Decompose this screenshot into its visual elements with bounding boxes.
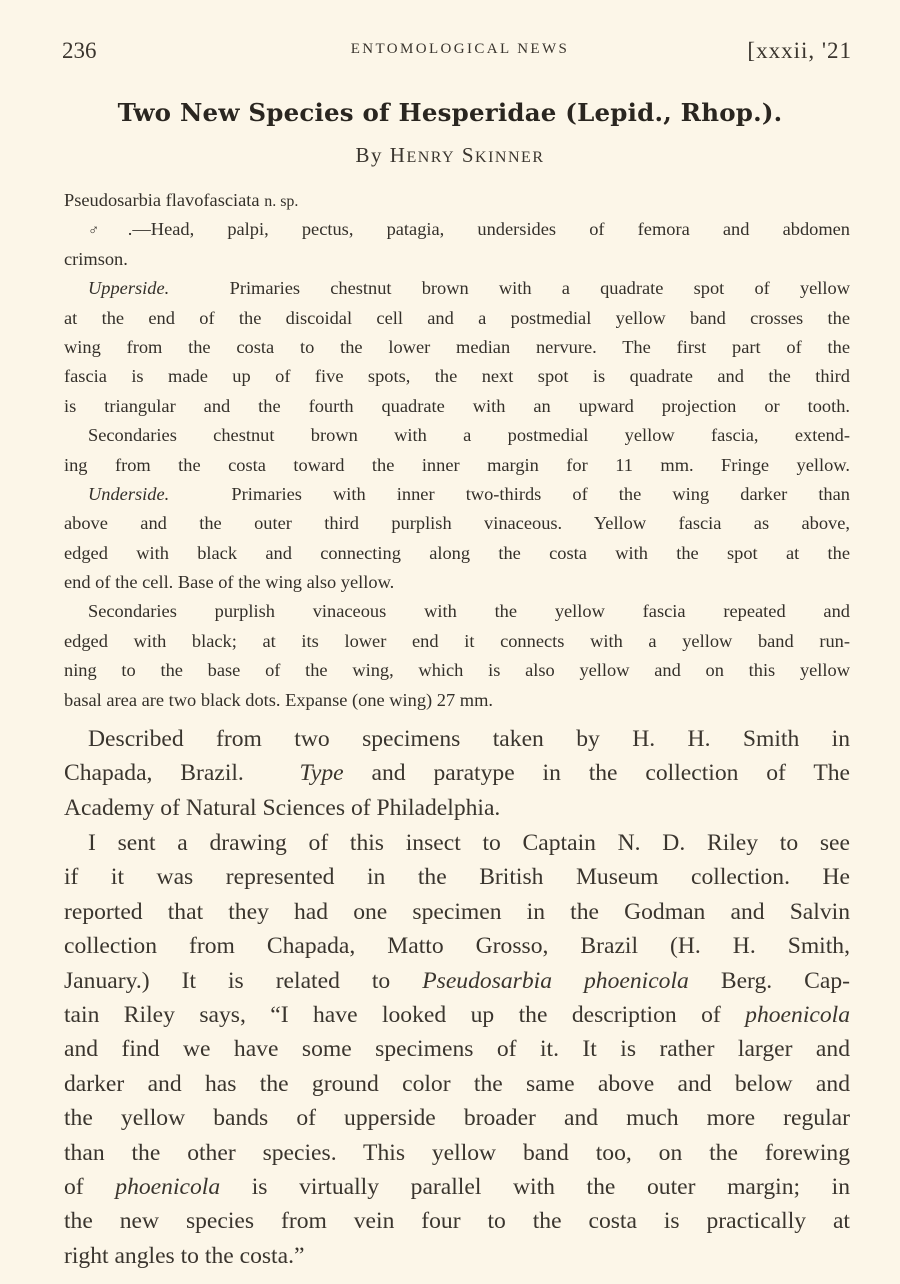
text-line: tain Riley says, “I have looked up the description of phoenicola — [64, 1001, 850, 1028]
text-line: collection from Chapada, Matto Grosso, Brazil (H. H. Smith, — [64, 933, 850, 960]
male-symbol-icon: ♂ — [88, 223, 128, 240]
article-title: Two New Species of Hesperidae (Lepid., Rhop.). — [117, 98, 783, 127]
page-number: 236 — [62, 38, 97, 63]
text-line: January.) It is related to Pseudosarbia phoenicola Berg. Cap- — [64, 967, 851, 994]
text-line: Secondaries chestnut brown with a postmedial yellow fascia, extend- — [88, 425, 850, 446]
byline — [0, 143, 900, 168]
running-head — [62, 38, 852, 72]
text-line: if it was represented in the British Museum collection. He — [64, 864, 850, 891]
text-line: darker and has the ground color the same above and below and — [64, 1070, 850, 1097]
text-line: above and the outer third purplish vinaceous. Yellow fascia as above, — [64, 513, 850, 534]
text-line: edged with black and connecting along the costa with the spot at the — [64, 542, 850, 563]
text-line: ing from the costa toward the inner margin for 11 mm. Fringe yellow. — [64, 454, 850, 475]
text-line: and find we have some specimens of it. It is rather larger and — [64, 1036, 850, 1063]
text-line: crimson. — [64, 248, 128, 269]
underside-label: Underside. — [88, 483, 170, 504]
byline-by: By — [355, 143, 384, 167]
volume-year: [xxxii, '21 — [747, 38, 852, 63]
species-reference: phoenicola — [745, 1001, 850, 1028]
text-line: Described from two specimens taken by H. H. Smith in — [88, 726, 850, 752]
text-line: wing from the costa to the lower median nervure. The first part of the — [64, 336, 850, 357]
species-reference: phoenicola — [115, 1173, 221, 1200]
text-line: fascia is made up of five spots, the next spot is quadrate and the third — [64, 366, 850, 387]
text-line: is triangular and the fourth quadrate with an upward projection or tooth. — [64, 395, 850, 416]
type-word: Type — [299, 760, 344, 787]
species-description — [64, 186, 850, 715]
species-reference: Pseudosarbia phoenicola — [422, 967, 689, 994]
species-suffix: n. sp. — [264, 193, 299, 210]
text-line: edged with black; at its lower end it connects with a yellow band run- — [64, 630, 850, 651]
text-line: of phoenicola is virtually parallel with the outer margin; in — [64, 1173, 851, 1200]
text-line: Chapada, Brazil. Type and paratype in the collection of The — [64, 760, 851, 787]
text-line: end of the cell. Base of the wing also yellow. — [64, 572, 395, 593]
text-line: I sent a drawing of this insect to Captain N. D. Riley to see — [88, 830, 850, 856]
journal-name: ENTOMOLOGICAL NEWS — [350, 41, 570, 57]
text-line: the yellow bands of upperside broader and much more regular — [64, 1105, 850, 1132]
text-line: Upperside. Primaries chestnut brown with a quadrate spot of yellow — [88, 278, 850, 299]
remarks-paragraph-1 — [64, 722, 850, 825]
remarks-paragraph-2 — [64, 826, 850, 1273]
upperside-label: Upperside. — [88, 278, 170, 299]
species-heading — [64, 186, 850, 215]
text-line: Secondaries purplish vinaceous with the yellow fascia repeated and — [88, 601, 850, 622]
species-name: Pseudosarbia flavofasciata — [64, 190, 260, 210]
text-line: ning to the base of the wing, which is also yellow and on this yellow — [64, 660, 850, 681]
text-line: than the other species. This yellow band too, on the forewing — [64, 1139, 850, 1166]
author-name: HENRY SKINNER — [389, 143, 545, 167]
text-line: Academy of Natural Sciences of Philadelphia. — [64, 794, 501, 821]
text-line: reported that they had one specimen in the Godman and Salvin — [64, 898, 850, 925]
text-line: at the end of the discoidal cell and a postmedial yellow band crosses the — [64, 307, 850, 328]
text-line: right angles to the costa.” — [64, 1242, 305, 1269]
text-line: basal area are two black dots. Expanse (one wing) 27 mm. — [64, 689, 493, 710]
text-line: Underside. Primaries with inner two-thirds of the wing darker than — [88, 483, 850, 504]
text-line: ♂.—Head, palpi, pectus, patagia, undersides of femora and abdomen — [88, 219, 850, 240]
text-line: the new species from vein four to the costa is practically at — [64, 1208, 850, 1235]
